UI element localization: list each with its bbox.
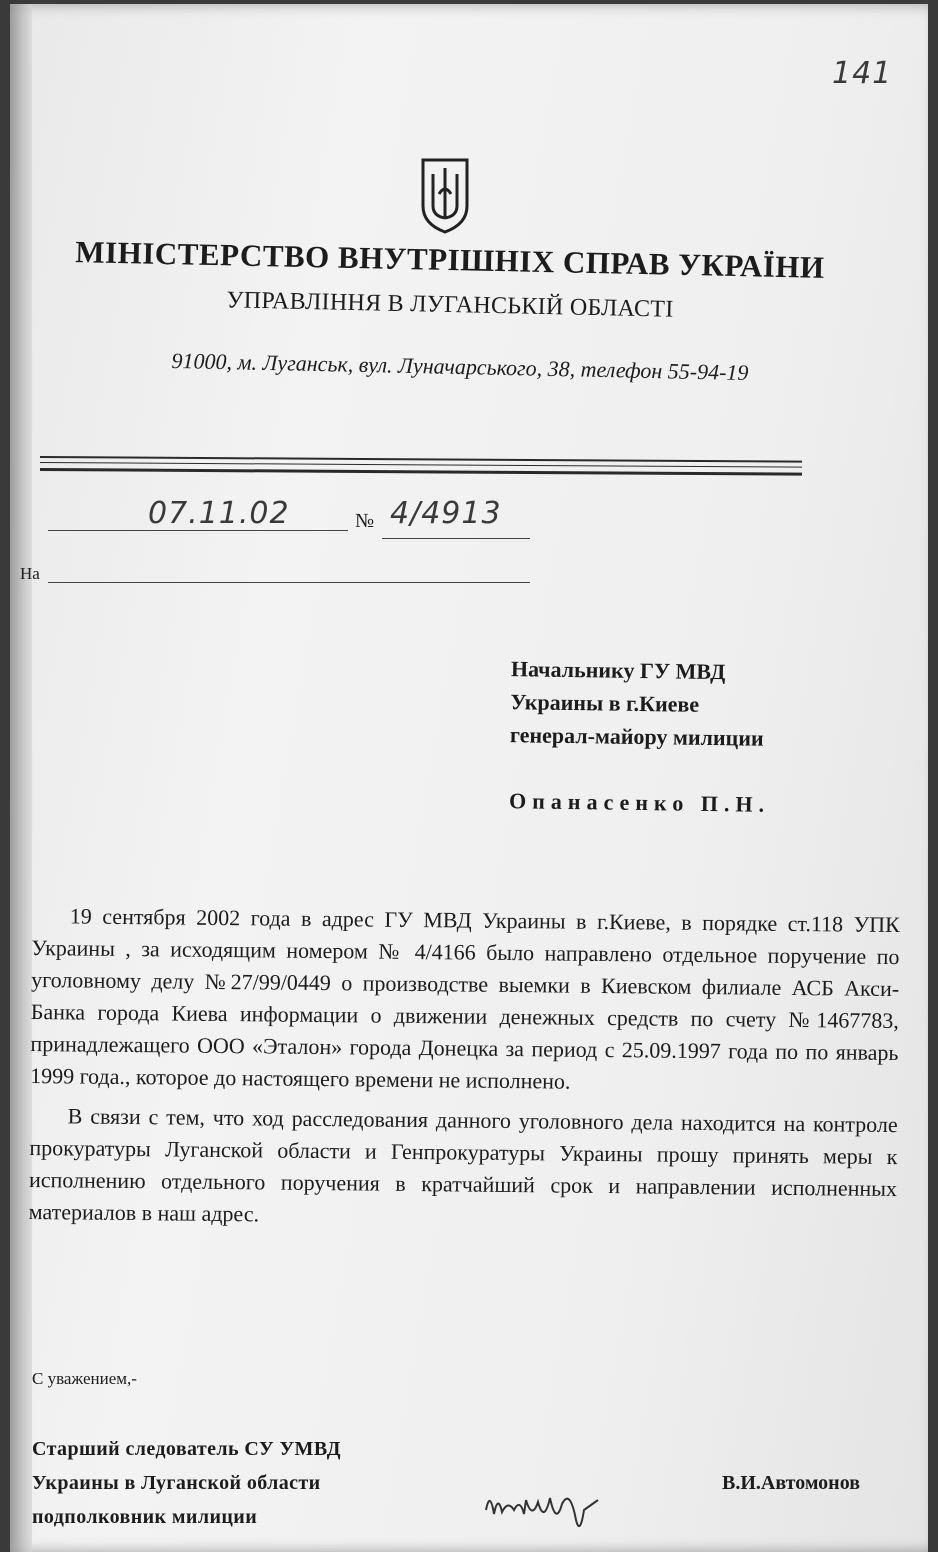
letterhead-address: 91000, м. Луганськ, вул. Луначарського, 38, телефон 55-94-19	[171, 347, 749, 386]
body-paragraph-2: В связи с тем, что ход расследования данного уголовного дела находится на контроле прокуратуры Луганской области и Генпрокуратуры Украины прошу принять меры к исполнению отдельного поручения в кратчайший срок и направлении исполненных материалов в наш адрес.	[28, 1103, 898, 1227]
outgoing-number: 4/4913	[390, 496, 502, 531]
signer-name: В.И.Автомонов	[722, 1472, 861, 1494]
number-underline	[382, 538, 530, 539]
signer-line-1: Старший следователь СУ УМВД	[32, 1438, 341, 1460]
page-number: 141	[832, 56, 893, 91]
addressee-block	[509, 652, 772, 821]
ministry-title: МІНІСТЕРСТВО ВНУТРІШНІХ СПРАВ УКРАЇНИ	[75, 234, 825, 285]
addressee-line-1: Начальнику ГУ МВД	[510, 656, 726, 685]
signer-line-2: Украины в Луганской области	[32, 1472, 321, 1494]
addressee-name: Опанасенко П.Н.	[508, 788, 771, 817]
addressee-line-3: генерал-майору милиции	[509, 722, 764, 751]
letterhead-rule-thick	[40, 468, 802, 476]
reference-label: На	[20, 564, 40, 583]
binding-shadow	[10, 4, 32, 1552]
directorate-title: УПРАВЛІННЯ В ЛУГАНСЬКІЙ ОБЛАСТІ	[226, 287, 674, 323]
signer-line-3: подполковник милиции	[32, 1506, 258, 1528]
reference-underline	[48, 582, 530, 583]
letter-body	[28, 900, 899, 1245]
document-page	[10, 4, 928, 1552]
addressee-line-2: Украины в г.Киеве	[510, 689, 700, 717]
body-paragraph-1: 19 сентября 2002 года в адрес ГУ МВД Украины в г.Киеве, в порядке ст.118 УПК Украины , за исходящим номером № 4/4166 было направлено отдельное поручение по уголовному делу №27/99/0449 о производстве выемки в Киевском филиале АСБ Акси-Банка города Киева информации о движении денежных средств по счету №1467783, принадлежащего ООО «Эталон» города Донецка за период с 25.09.1997 года по по январь 1999 года., которое до настоящего времени не исполнено.	[30, 903, 900, 1094]
letterhead-rule-thin	[40, 462, 802, 468]
handwritten-signature	[480, 1480, 610, 1540]
closing-phrase: С уважением,-	[32, 1369, 137, 1388]
trident-emblem-icon	[415, 154, 475, 234]
signer-block	[32, 1432, 341, 1534]
number-sign: №	[355, 510, 375, 532]
letterhead-rule	[40, 456, 802, 463]
outgoing-date: 07.11.02	[148, 496, 290, 531]
